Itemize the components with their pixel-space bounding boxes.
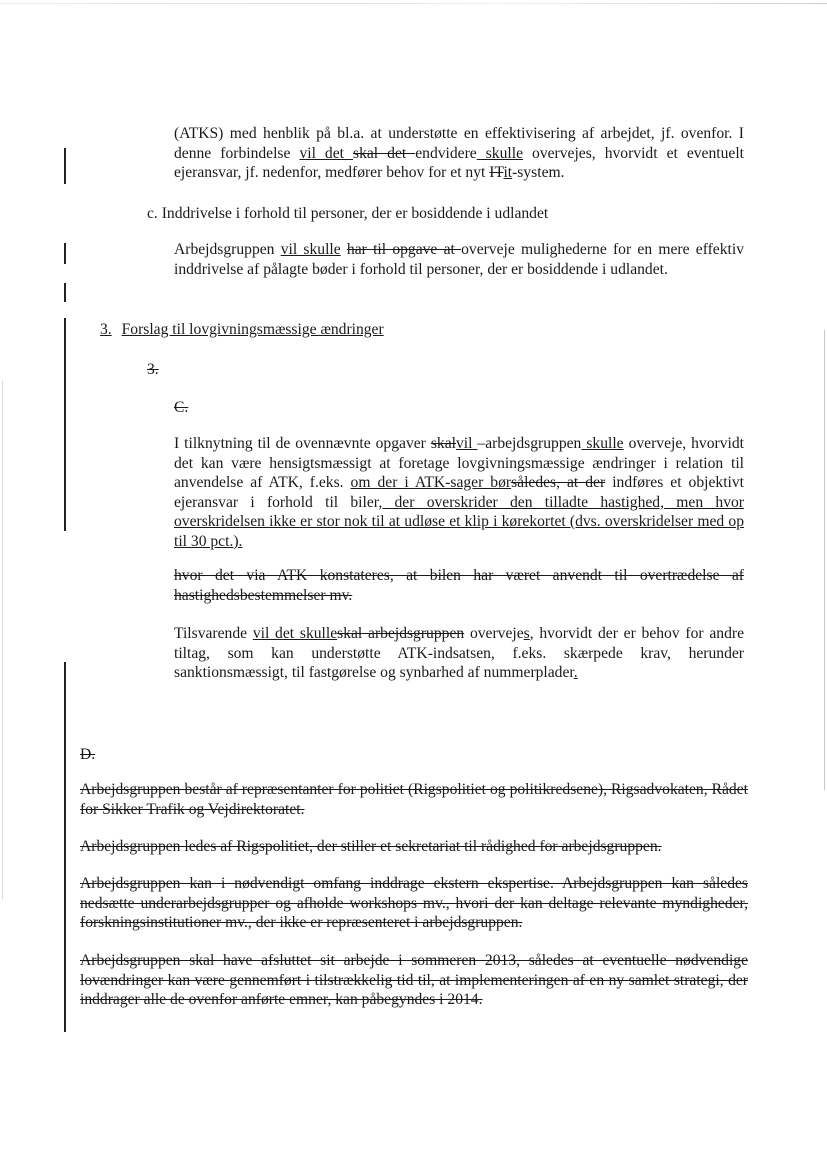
paragraph-inddrivelse	[174, 240, 744, 279]
inserted-text: s	[523, 625, 530, 642]
deleted-text: IT	[489, 164, 504, 181]
heading-text: Forslag til lovgivningsmæssige ændringer	[121, 321, 384, 338]
text-run: overveje, hvorvidt det kan være hensigtsmæssigt at foretage lovgivningsmæssige ændringer i relation til anvendelse af ATK, f.eks.	[174, 435, 744, 491]
inserted-text: vil det	[299, 144, 353, 162]
text-run: (ATKS) med henblik på bl.a. at understøtte en effektivisering af arbejdet, jf. ovenfor. I denne forbindelse	[174, 125, 744, 162]
scan-edge-left	[2, 380, 3, 900]
deleted-text: skal det	[353, 144, 416, 162]
change-bar	[64, 662, 66, 1032]
paragraph-lovgivning	[174, 434, 744, 551]
change-bar	[64, 148, 66, 184]
deleted-text: således, at der	[511, 474, 606, 491]
deleted-text: skal	[430, 435, 456, 452]
heading-number: 3.	[100, 321, 112, 338]
struck-paragraph-hastighed: hvor det via ATK konstateres, at bilen har været anvendt til overtrædelse af hastighedsbestemmelser mv.	[174, 567, 744, 604]
struck-paragraph-ekspertise: Arbejdsgruppen kan i nødvendigt omfang inddrage ekstern ekspertise. Arbejdsgruppen kan således nedsætte underarbejdsgrupper og afholde workshops mv., hvori der kan deltage relevante myndigheder, forskningsinstitutioner mv., der ikke er repræsenteret i arbejdsgruppen.	[80, 875, 748, 931]
struck-letter-d: D.	[80, 746, 96, 763]
text-run: I tilknytning til de ovennævnte opgaver	[174, 435, 431, 452]
inserted-text: skulle	[581, 435, 624, 452]
inserted-text: om der i ATK-sager bør	[350, 474, 512, 491]
struck-number-3: 3.	[147, 361, 159, 378]
change-bar	[64, 283, 66, 302]
scan-edge-right	[824, 330, 825, 790]
change-bar	[64, 243, 66, 264]
heading-inddrivelse: c. Inddrivelse i forhold til personer, der er bosiddende i udlandet	[147, 205, 549, 222]
text-run: –arbejdsgruppen	[477, 435, 582, 452]
deleted-text: har til opgave at	[346, 241, 462, 258]
scan-edge-top	[0, 3, 827, 4]
text-run: endvidere	[415, 144, 477, 162]
inserted-text: it	[503, 164, 513, 181]
heading-forslag	[100, 320, 700, 340]
text-run: overveje mulighederne for en mere effektiv inddrivelse af pålagte bøder i forhold til personer, der er bosiddende i udlandet.	[174, 241, 744, 278]
inserted-text: , der overskrider den tilladte hastighed, men hvor overskridelsen ikke er stor nok til at udløse et klip i kørekortet (dvs. overskridelser med op til 30 pct.).	[174, 493, 744, 550]
text-run: Arbejdsgruppen	[174, 241, 281, 258]
struck-letter-c: C.	[174, 399, 189, 416]
struck-paragraph-bestaar: Arbejdsgruppen består af repræsentanter for politiet (Rigspolitiet og politikredsene), Rigsadvokaten, Rådet for Sikker Trafik og Vejdirektoratet.	[80, 781, 748, 818]
paragraph-tilsvarende	[174, 624, 744, 683]
change-bar	[64, 479, 66, 531]
paragraph-atks	[174, 124, 744, 183]
struck-paragraph-ledes: Arbejdsgruppen ledes af Rigspolitiet, der stiller et sekretariat til rådighed for arbejdsgruppen.	[80, 838, 662, 855]
text-run: overvejes, hvorvidt et eventuelt ejeransvar, jf. nedenfor, medfører behov for et nyt	[174, 144, 744, 181]
struck-paragraph-afslutning: Arbejdsgruppen skal have afsluttet sit arbejde i sommeren 2013, således at eventuelle nødvendige lovændringer kan være gennemført i tilstrækkelig tid til, at implementeringen af en ny samlet strategi, der inddrager alle de ovenfor anførte emner, kan påbegyndes i 2014.	[80, 952, 748, 1008]
text-run: -system.	[512, 164, 565, 181]
text-run: Tilsvarende	[174, 625, 253, 642]
inserted-text: skulle	[476, 144, 523, 162]
inserted-text: vil skulle	[280, 241, 341, 258]
inserted-text: vil	[455, 435, 478, 452]
inserted-text: .	[573, 664, 578, 681]
text-run: overveje	[464, 625, 524, 642]
change-bar	[64, 318, 66, 486]
inserted-text: vil det skulle	[252, 625, 338, 642]
text-run: indføres et objektivt ejeransvar i forhold til biler	[174, 474, 744, 511]
deleted-text: skal arbejdsgruppen	[337, 625, 465, 642]
text-run: , hvorvidt der er behov for andre tiltag, som kan understøtte ATK-indsatsen, f.eks. skærpede krav, herunder sanktionsmæssigt, til fastgørelse og synbarhed af nummerplader	[174, 625, 745, 681]
